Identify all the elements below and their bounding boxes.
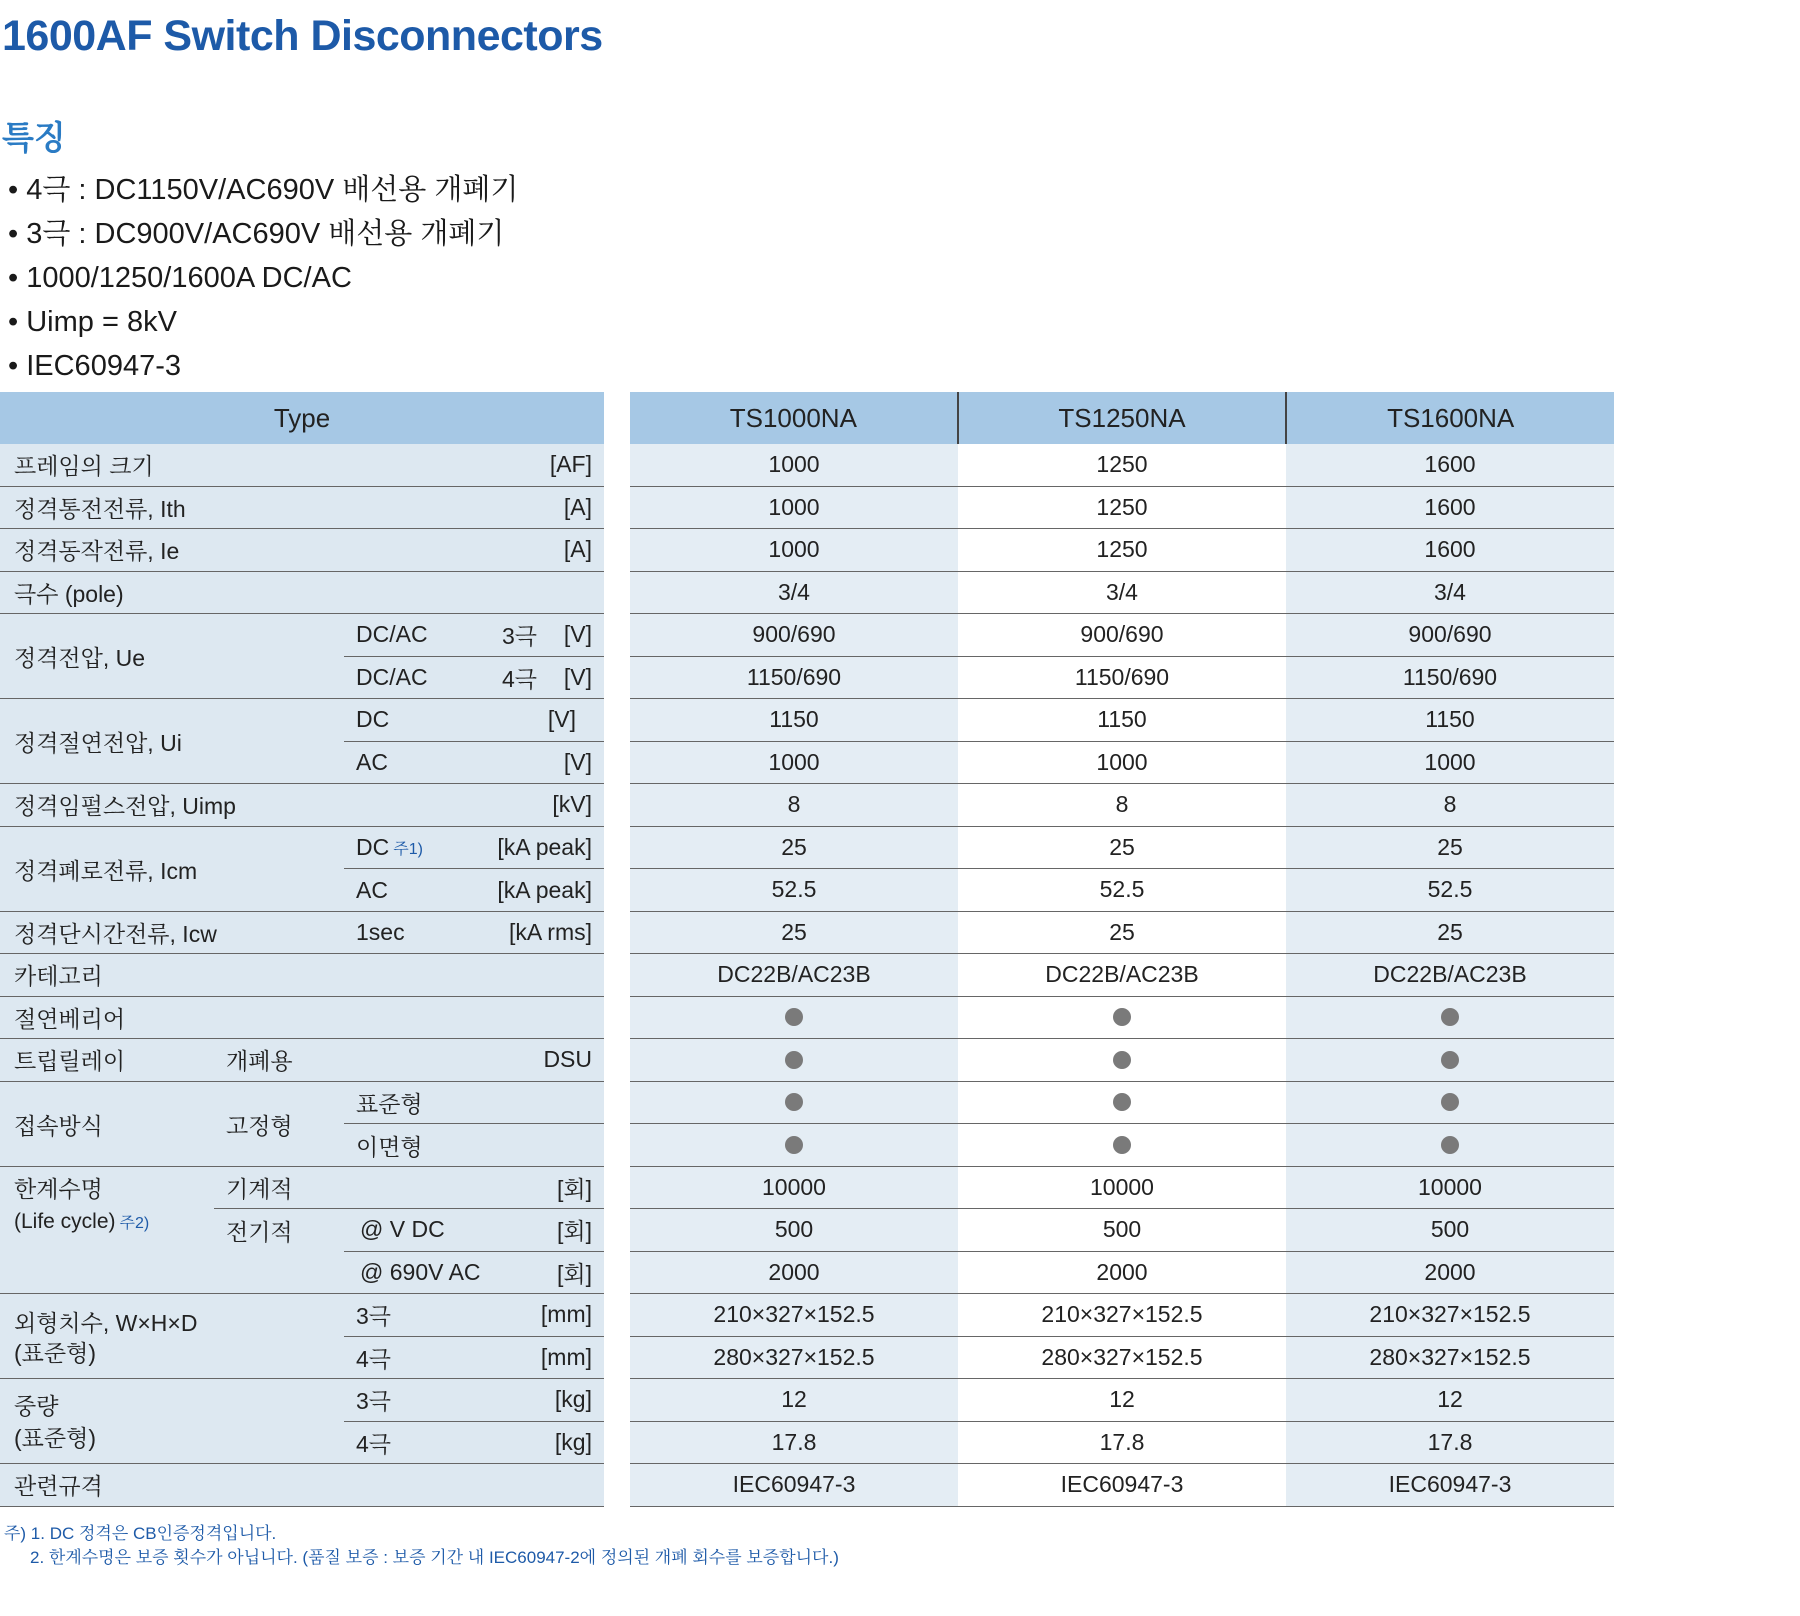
label-electrical: 전기적 [226, 1218, 293, 1245]
label-icm: 정격폐로전류, Icm [14, 857, 198, 884]
value-row [630, 1124, 1614, 1167]
value-cell: 1250 [958, 529, 1286, 571]
feature-item: • 4극 : DC1150V/AC690V 배선용 개폐기 [8, 168, 518, 212]
value-cell: IEC60947-3 [958, 1464, 1286, 1506]
subrow-conn-rear [344, 1124, 604, 1167]
label-weight: 중량 [14, 1392, 59, 1419]
spec-value-table [630, 392, 1614, 1507]
value-cell: 2000 [630, 1252, 958, 1294]
unit-times: [회] [557, 1218, 592, 1245]
value-cell: 280×327×152.5 [958, 1337, 1286, 1379]
value-cell: 900/690 [958, 614, 1286, 656]
value-cell: 1000 [958, 742, 1286, 784]
value-cell: 900/690 [630, 614, 958, 656]
label-fixed: 고정형 [226, 1112, 293, 1139]
value-cell [630, 1124, 958, 1166]
value-row [630, 954, 1614, 997]
value-cell: 25 [958, 827, 1286, 869]
features-list [8, 168, 518, 388]
value-cell: 500 [1286, 1209, 1614, 1251]
label-3pole: 3극 [356, 1388, 392, 1415]
model-header: TS1600NA [1285, 392, 1614, 444]
row-trip [0, 1039, 604, 1082]
value-cell: 3/4 [1286, 572, 1614, 614]
value-cell: 52.5 [630, 869, 958, 911]
note1-mark: 주1) [393, 840, 423, 858]
unit-kg: [kg] [554, 1386, 592, 1413]
spec-label-table [0, 392, 604, 1507]
label-3pole: 3극 [356, 1303, 392, 1330]
value-row [630, 699, 1614, 742]
value-cell: 12 [1286, 1379, 1614, 1421]
label-4pole: 4극 [356, 1346, 392, 1373]
note2-mark: 주2) [119, 1215, 150, 1233]
label-ie: 정격동작전류, Ie [14, 538, 180, 565]
page-title: 1600AF Switch Disconnectors [2, 12, 603, 60]
value-cell: 500 [958, 1209, 1286, 1251]
unit-ka-peak: [kA peak] [497, 876, 592, 903]
value-cell: 10000 [958, 1167, 1286, 1209]
subrow-ue-4p [344, 657, 604, 700]
unit-kv: [kV] [552, 791, 592, 818]
label-life: 한계수명 [14, 1176, 103, 1203]
model-header-row [630, 392, 1614, 444]
group-life [0, 1167, 604, 1295]
unit-a: [A] [563, 536, 592, 563]
label-dc: DC [356, 706, 390, 733]
label-barrier: 절연베리어 [14, 1005, 126, 1032]
value-row [630, 529, 1614, 572]
subrow-dim-3p [344, 1294, 604, 1337]
value-cell: 1600 [1286, 529, 1614, 571]
unit-v: [V] [563, 664, 592, 691]
value-cell: 1150 [958, 699, 1286, 741]
model-header: TS1250NA [957, 392, 1286, 444]
value-cell: IEC60947-3 [1286, 1464, 1614, 1506]
value-cell: 8 [958, 784, 1286, 826]
subrow-weight-4p [344, 1422, 604, 1465]
value-row [630, 1252, 1614, 1295]
filled-dot-icon [1113, 1051, 1131, 1069]
feature-item: • 3극 : DC900V/AC690V 배선용 개폐기 [8, 212, 518, 256]
value-cell: 1150 [630, 699, 958, 741]
group-ue [0, 614, 604, 699]
label-category: 카테고리 [14, 963, 103, 990]
value-cell: 10000 [630, 1167, 958, 1209]
value-rows [630, 444, 1614, 1507]
value-cell: 1150/690 [1286, 657, 1614, 699]
row-category [0, 954, 604, 997]
label-4pole: 4극 [502, 666, 538, 693]
label-dcac: DC/AC [356, 621, 428, 648]
unit-v: [V] [563, 749, 592, 776]
footnote-2: 2. 한계수명은 보증 횟수가 아닙니다. (품질 보증 : 보증 기간 내 IEC60947-2에 정의된 개폐 회수를 보증합니다.) [30, 1548, 839, 1567]
value-cell: 52.5 [1286, 869, 1614, 911]
unit-ka-rms: [kA rms] [508, 918, 592, 945]
label-1sec: 1sec [356, 918, 405, 945]
value-cell: 1000 [630, 444, 958, 486]
value-cell: 280×327×152.5 [630, 1337, 958, 1379]
value-row [630, 1464, 1614, 1507]
value-cell [958, 1124, 1286, 1166]
group-weight [0, 1379, 604, 1464]
label-3pole: 3극 [502, 623, 538, 650]
footnotes [4, 1522, 839, 1570]
value-row [630, 572, 1614, 615]
value-cell: 3/4 [630, 572, 958, 614]
value-cell: 1250 [958, 444, 1286, 486]
unit-ka-peak: [kA peak] [497, 833, 592, 860]
value-cell: 1000 [1286, 742, 1614, 784]
label-standard-paren: (표준형) [14, 1424, 96, 1451]
label-standard-paren: (표준형) [14, 1339, 96, 1366]
filled-dot-icon [1441, 1136, 1459, 1154]
value-cell: DC22B/AC23B [1286, 954, 1614, 996]
value-cell [958, 1039, 1286, 1081]
subrow-icm-dc [344, 827, 604, 870]
filled-dot-icon [1441, 1093, 1459, 1111]
label-690vac: @ 690V AC [360, 1259, 481, 1286]
value-cell: 17.8 [958, 1422, 1286, 1464]
unit-v: [V] [563, 621, 592, 648]
label-icw: 정격단시간전류, Icw [14, 920, 217, 947]
value-cell [958, 1082, 1286, 1124]
value-row [630, 1209, 1614, 1252]
value-cell: 1250 [958, 487, 1286, 529]
value-cell: 210×327×152.5 [958, 1294, 1286, 1336]
value-cell: 25 [630, 912, 958, 954]
value-row [630, 657, 1614, 700]
value-cell: 280×327×152.5 [1286, 1337, 1614, 1379]
label-dcac: DC/AC [356, 664, 428, 691]
row-pole [0, 572, 604, 615]
value-cell: 500 [630, 1209, 958, 1251]
value-cell [630, 1082, 958, 1124]
value-row [630, 869, 1614, 912]
label-ui: 정격절연전압, Ui [14, 730, 182, 756]
value-cell [958, 997, 1286, 1039]
value-cell [1286, 997, 1614, 1039]
value-cell: 12 [630, 1379, 958, 1421]
label-ue: 정격전압, Ue [14, 645, 146, 671]
label-related-standard: 관련규격 [14, 1473, 103, 1500]
value-cell: 1150/690 [630, 657, 958, 699]
value-row [630, 614, 1614, 657]
feature-item: • Uimp = 8kV [8, 300, 518, 344]
subrow-dim-4p [344, 1337, 604, 1380]
label-connection: 접속방식 [14, 1112, 103, 1139]
unit-times: [회] [557, 1175, 592, 1202]
label-trip-sub: 개폐용 [226, 1048, 293, 1075]
filled-dot-icon [1113, 1136, 1131, 1154]
value-cell: 1600 [1286, 444, 1614, 486]
value-cell: 900/690 [1286, 614, 1614, 656]
value-cell: 210×327×152.5 [1286, 1294, 1614, 1336]
subrow-life-vdc [344, 1209, 604, 1252]
unit-mm: [mm] [540, 1344, 592, 1371]
label-ith: 정격통전전류, Ith [14, 495, 186, 522]
value-cell: 17.8 [630, 1422, 958, 1464]
value-cell [1286, 1082, 1614, 1124]
features-heading: 특징 [2, 119, 66, 156]
subrow-ue-3p [344, 614, 604, 657]
group-connection [0, 1082, 604, 1167]
value-row [630, 1337, 1614, 1380]
value-row [630, 997, 1614, 1040]
row-icw [0, 912, 604, 955]
unit-a: [A] [563, 493, 592, 520]
value-row [630, 1294, 1614, 1337]
group-dimensions [0, 1294, 604, 1379]
label-4pole: 4극 [356, 1431, 392, 1458]
value-cell [630, 997, 958, 1039]
row-standard [0, 1464, 604, 1507]
value-cell [1286, 1039, 1614, 1081]
group-icm [0, 827, 604, 912]
unit-times: [회] [557, 1261, 592, 1288]
filled-dot-icon [785, 1136, 803, 1154]
value-cell: 12 [958, 1379, 1286, 1421]
label-dimensions: 외형치수, W×H×D [14, 1309, 198, 1336]
value-row [630, 912, 1614, 955]
type-header: Type [0, 392, 604, 444]
value-cell [1286, 1124, 1614, 1166]
filled-dot-icon [1441, 1051, 1459, 1069]
value-cell: 1150/690 [958, 657, 1286, 699]
value-cell: 17.8 [1286, 1422, 1614, 1464]
row-uimp [0, 784, 604, 827]
subrow-life-mech [214, 1167, 604, 1210]
unit-mm: [mm] [540, 1301, 592, 1328]
label-life-en: (Life cycle) [14, 1209, 116, 1233]
value-row [630, 1422, 1614, 1465]
label-standard: 표준형 [356, 1090, 423, 1117]
footnote-1: 주) 1. DC 정격은 CB인증정격입니다. [4, 1524, 277, 1543]
label-pole: 극수 (pole) [14, 580, 124, 607]
value-cell: 3/4 [958, 572, 1286, 614]
label-trip: 트립릴레이 [14, 1048, 126, 1075]
label-vdc: @ V DC [360, 1216, 445, 1243]
subrow-conn-std [344, 1082, 604, 1125]
row-frame [0, 444, 604, 487]
value-cell: IEC60947-3 [630, 1464, 958, 1506]
value-cell: 25 [958, 912, 1286, 954]
value-cell: DC22B/AC23B [958, 954, 1286, 996]
value-cell: 25 [1286, 912, 1614, 954]
value-cell: 25 [630, 827, 958, 869]
value-row [630, 742, 1614, 785]
unit-kg: [kg] [554, 1429, 592, 1456]
label-dc: DC [356, 833, 390, 860]
label-mechanical: 기계적 [226, 1175, 293, 1202]
value-cell: 210×327×152.5 [630, 1294, 958, 1336]
label-dsu: DSU [543, 1046, 592, 1073]
label-ac: AC [356, 749, 388, 776]
value-cell: 10000 [1286, 1167, 1614, 1209]
value-row [630, 1167, 1614, 1210]
value-cell: 1000 [630, 742, 958, 784]
value-cell: 52.5 [958, 869, 1286, 911]
value-cell: 1000 [630, 487, 958, 529]
value-row [630, 487, 1614, 530]
value-row [630, 1039, 1614, 1082]
value-cell: 2000 [1286, 1252, 1614, 1294]
row-barrier [0, 997, 604, 1040]
value-cell: 1150 [1286, 699, 1614, 741]
model-header: TS1000NA [729, 402, 857, 433]
filled-dot-icon [785, 1008, 803, 1026]
filled-dot-icon [785, 1093, 803, 1111]
value-row [630, 1379, 1614, 1422]
label-ac: AC [356, 876, 388, 903]
subrow-ui-dc [344, 699, 604, 742]
value-cell [630, 1039, 958, 1081]
group-ui [0, 699, 604, 784]
row-ie [0, 529, 604, 572]
subrow-ui-ac [344, 742, 604, 785]
value-row [630, 1082, 1614, 1125]
label-uimp: 정격임펄스전압, Uimp [14, 793, 236, 820]
value-cell: 8 [1286, 784, 1614, 826]
value-cell: 1600 [1286, 487, 1614, 529]
label-rear: 이면형 [356, 1133, 423, 1160]
filled-dot-icon [1441, 1008, 1459, 1026]
value-row [630, 444, 1614, 487]
unit-v: [V] [547, 706, 576, 733]
unit-af: [AF] [549, 451, 592, 478]
value-cell: 1000 [630, 529, 958, 571]
value-cell: 25 [1286, 827, 1614, 869]
value-row [630, 827, 1614, 870]
value-cell: DC22B/AC23B [630, 954, 958, 996]
value-row [630, 784, 1614, 827]
label-frame: 프레임의 크기 [14, 453, 154, 480]
value-cell: 2000 [958, 1252, 1286, 1294]
subrow-life-690 [344, 1252, 604, 1295]
filled-dot-icon [785, 1051, 803, 1069]
row-ith [0, 487, 604, 530]
subrow-weight-3p [344, 1379, 604, 1422]
feature-item: • 1000/1250/1600A DC/AC [8, 256, 518, 300]
value-cell: 8 [630, 784, 958, 826]
filled-dot-icon [1113, 1093, 1131, 1111]
subrow-icm-ac [344, 869, 604, 912]
filled-dot-icon [1113, 1008, 1131, 1026]
feature-item: • IEC60947-3 [8, 344, 518, 388]
